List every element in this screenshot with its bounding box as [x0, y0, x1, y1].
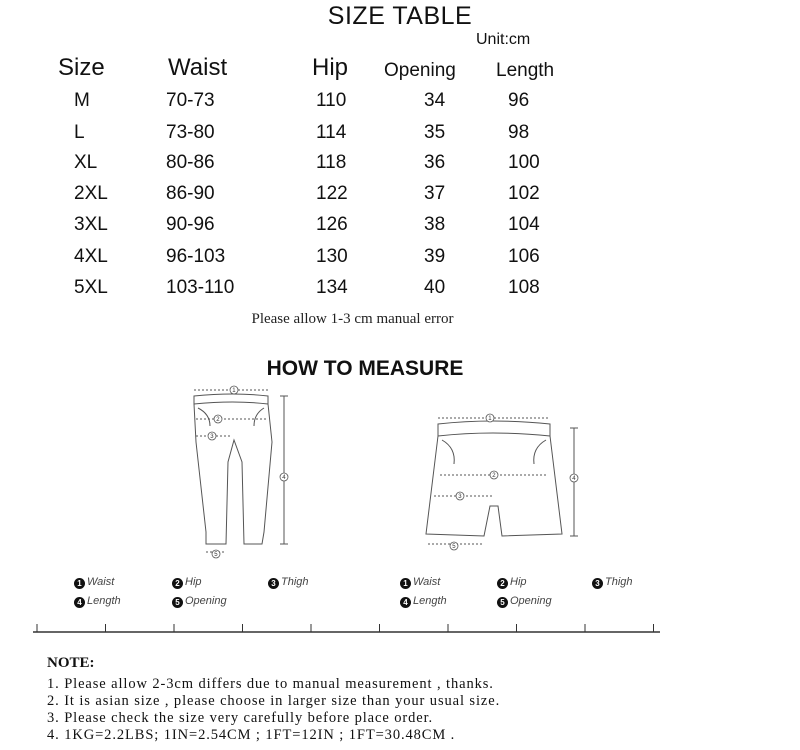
cell-length: 96 [508, 90, 530, 111]
table-row [0, 122, 800, 152]
cell-length: 104 [508, 214, 540, 235]
cell-opening: 39 [424, 246, 446, 267]
note-item-3: 3. Please check the size very carefully before place order. [47, 710, 434, 726]
cell-waist: 73-80 [166, 122, 215, 143]
svg-text:3: 3 [458, 494, 462, 500]
legend-number-icon: 2 [172, 578, 183, 589]
cell-opening: 34 [424, 90, 446, 111]
cell-hip: 110 [316, 90, 347, 111]
legend-number-icon: 1 [400, 578, 411, 589]
legend-right-waist [400, 576, 440, 589]
cell-hip: 114 [316, 122, 347, 143]
legend-label: Length [413, 595, 447, 607]
cell-size: 3XL [74, 214, 108, 235]
legend-number-icon: 3 [268, 578, 279, 589]
cell-length: 108 [508, 277, 540, 298]
legend-number-icon: 5 [497, 597, 508, 608]
legend-left-thigh [268, 576, 309, 589]
legend-number-icon: 4 [74, 597, 85, 608]
cell-length: 98 [508, 122, 530, 143]
legend-label: Opening [510, 595, 552, 607]
legend-left-length [74, 595, 121, 608]
cell-waist: 103-110 [166, 277, 235, 298]
legend-label: Hip [510, 576, 527, 588]
note-title: NOTE: [47, 655, 95, 671]
header-size: Size [58, 54, 105, 81]
cell-hip: 122 [316, 183, 348, 204]
note-item-4: 4. 1KG=2.2LBS; 1IN=2.54CM ; 1FT=12IN ; 1FT=30.48CM . [47, 727, 456, 743]
cell-opening: 36 [424, 152, 446, 173]
svg-text:2: 2 [492, 473, 496, 479]
cell-size: L [74, 122, 85, 143]
legend-right-length [400, 595, 447, 608]
note-item-1: 1. Please allow 2-3cm differs due to manual measurement , thanks. [47, 676, 494, 692]
legend-number-icon: 5 [172, 597, 183, 608]
svg-text:5: 5 [452, 544, 456, 550]
note-item-2: 2. It is asian size , please choose in larger size than your usual size. [47, 693, 501, 709]
cell-waist: 86-90 [166, 183, 215, 204]
legend-left-hip [172, 576, 202, 589]
legend-label: Hip [185, 576, 202, 588]
cell-length: 102 [508, 183, 540, 204]
cell-size: XL [74, 152, 98, 173]
svg-text:1: 1 [232, 388, 236, 394]
allowance-note: Please allow 1-3 cm manual error [251, 311, 454, 327]
table-row [0, 152, 800, 182]
cell-hip: 118 [316, 152, 347, 173]
unit-label: Unit:cm [476, 31, 531, 48]
legend-left-waist [74, 576, 114, 589]
header-waist: Waist [168, 54, 228, 81]
legend-left-opening [172, 595, 227, 608]
legend-number-icon: 1 [74, 578, 85, 589]
legend-label: Thigh [281, 576, 309, 588]
cell-size: 2XL [74, 183, 108, 204]
ruler-divider [33, 614, 660, 634]
legend-right-opening [497, 595, 552, 608]
size-table-title: SIZE TABLE [327, 2, 473, 30]
header-length: Length [496, 60, 555, 81]
cell-opening: 40 [424, 277, 446, 298]
cell-hip: 130 [316, 246, 348, 267]
cell-waist: 70-73 [166, 90, 215, 111]
long-pants-diagram [176, 382, 306, 564]
legend-number-icon: 2 [497, 578, 508, 589]
table-row [0, 214, 800, 244]
cell-opening: 38 [424, 214, 446, 235]
svg-text:5: 5 [214, 552, 218, 558]
cell-waist: 80-86 [166, 152, 215, 173]
cell-length: 106 [508, 246, 540, 267]
legend-right-hip [497, 576, 527, 589]
legend-number-icon: 3 [592, 578, 603, 589]
legend-label: Waist [87, 576, 115, 588]
legend-label: Waist [413, 576, 441, 588]
table-row [0, 183, 800, 213]
cell-waist: 96-103 [166, 246, 226, 267]
shorts-diagram [410, 410, 590, 560]
header-opening: Opening [384, 60, 456, 81]
legend-label: Thigh [605, 576, 633, 588]
svg-text:4: 4 [572, 476, 576, 482]
table-row [0, 277, 800, 307]
cell-opening: 35 [424, 122, 446, 143]
cell-size: 4XL [74, 246, 108, 267]
cell-size: 5XL [74, 277, 108, 298]
legend-number-icon: 4 [400, 597, 411, 608]
table-row [0, 90, 800, 120]
cell-length: 100 [508, 152, 540, 173]
cell-hip: 126 [316, 214, 348, 235]
legend-label: Length [87, 595, 121, 607]
cell-size: M [74, 90, 90, 111]
table-row [0, 246, 800, 276]
how-to-measure-title: HOW TO MEASURE [266, 357, 464, 380]
svg-text:4: 4 [282, 475, 286, 481]
svg-text:2: 2 [216, 417, 220, 423]
legend-right-thigh [592, 576, 633, 589]
legend-label: Opening [185, 595, 227, 607]
header-hip: Hip [312, 54, 349, 81]
cell-waist: 90-96 [166, 214, 215, 235]
cell-opening: 37 [424, 183, 446, 204]
svg-text:3: 3 [210, 434, 214, 440]
svg-text:1: 1 [488, 416, 492, 422]
cell-hip: 134 [316, 277, 348, 298]
